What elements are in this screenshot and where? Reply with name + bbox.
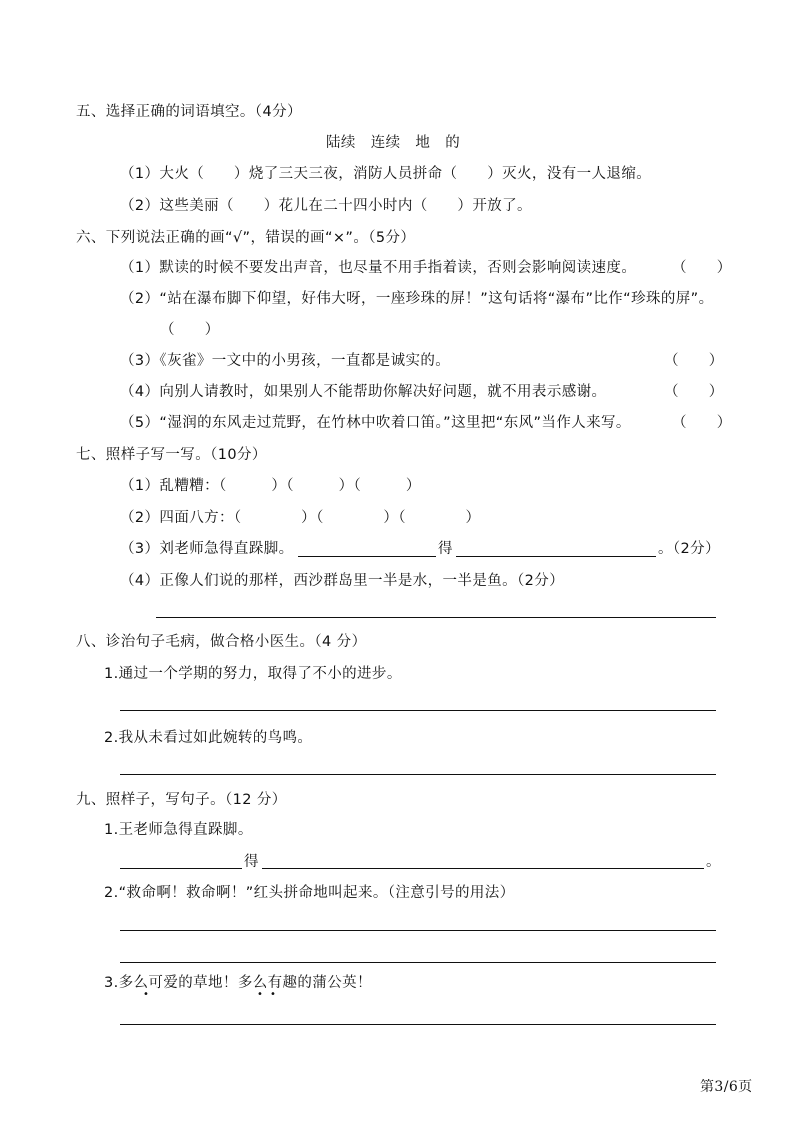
s9-q1-blank-1[interactable] xyxy=(120,868,242,869)
s7-q3-blank-1[interactable] xyxy=(298,556,436,557)
s7-question-4: （4）正像人们说的那样，西沙群岛里一半是水，一半是鱼。（2分） xyxy=(120,573,565,589)
page-number: 第3/6页 xyxy=(700,1079,753,1095)
s8-q1-answer-line[interactable] xyxy=(120,710,716,711)
section-5-title: 五、选择正确的词语填空。（4分） xyxy=(76,104,302,120)
section-9-title: 九、照样子，写句子。（12 分） xyxy=(76,792,287,808)
s5-question-2: （2）这些美丽（ ）花儿在二十四小时内（ ）开放了。 xyxy=(120,198,532,214)
emphasis-dot: • xyxy=(257,989,263,1000)
s9-q1-de: 得 xyxy=(244,854,259,870)
s9-q1-blank-2[interactable] xyxy=(262,868,704,869)
s7-question-1: （1）乱糟糟：（ ）（ ）（ ） xyxy=(120,478,421,494)
s7-q3-blank-2[interactable] xyxy=(456,556,656,557)
s9-q3-answer-line[interactable] xyxy=(120,1024,716,1025)
s6-answer-4: （ ） xyxy=(664,384,724,400)
s6-answer-5: （ ） xyxy=(672,415,732,431)
s9-q2-answer-line-1[interactable] xyxy=(120,930,716,931)
s5-question-1: （1）大火（ ）烧了三天三夜，消防人员拼命（ ）灭火，没有一人退缩。 xyxy=(120,166,652,182)
s9-q2-answer-line-2[interactable] xyxy=(120,962,716,963)
s6-answer-2: （ ） xyxy=(160,322,220,338)
s9-question-1: 1.王老师急得直跺脚。 xyxy=(104,822,253,838)
section-8-title: 八、诊治句子毛病，做合格小医生。（4 分） xyxy=(76,634,367,650)
s6-question-1: （1）默读的时候不要发出声音，也尽量不用手指着读，否则会影响阅读速度。 xyxy=(120,260,637,276)
word-bank: 陆续 连续 地 的 xyxy=(326,135,461,151)
emphasis-dot: • xyxy=(270,989,276,1000)
s8-q2-answer-line[interactable] xyxy=(120,774,716,775)
section-6-title: 六、下列说法正确的画“√”，错误的画“×”。（5分） xyxy=(76,230,416,246)
s8-question-2: 2.我从未看过如此婉转的鸟鸣。 xyxy=(104,730,313,746)
s7-question-2: （2）四面八方：（ ）（ ）（ ） xyxy=(120,510,481,526)
s6-question-3: （3）《灰雀》一文中的小男孩，一直都是诚实的。 xyxy=(120,353,451,369)
emphasis-dot: • xyxy=(143,989,149,1000)
section-7-title: 七、照样子写一写。（10分） xyxy=(76,447,267,463)
s9-question-3: 3.多么可爱的草地！多么有趣的蒲公英！ xyxy=(104,975,372,991)
s6-answer-3: （ ） xyxy=(664,353,724,369)
s6-question-5: （5）“湿润的东风走过荒野，在竹林中吹着口笛。”这里把“东风”当作人来写。 xyxy=(120,415,631,431)
s6-answer-1: （ ） xyxy=(672,260,732,276)
s7-q3-de: 得 xyxy=(438,541,453,557)
s8-question-1: 1.通过一个学期的努力，取得了不小的进步。 xyxy=(104,666,402,682)
s7-q4-answer-line[interactable] xyxy=(156,617,716,618)
s6-question-2: （2）“站在瀑布脚下仰望，好伟大呀，一座珍珠的屏！”这句话将“瀑布”比作“珍珠的屏”。 xyxy=(120,291,714,307)
s9-q1-end: 。 xyxy=(706,854,721,870)
s6-question-4: （4）向别人请教时，如果别人不能帮助你解决好问题，就不用表示感谢。 xyxy=(120,384,607,400)
s7-question-3: （3）刘老师急得直跺脚。 xyxy=(120,541,294,557)
s7-q3-score: 。（2分） xyxy=(658,541,720,557)
s9-question-2: 2.“救命啊！救命啊！”红头拼命地叫起来。（注意引号的用法） xyxy=(104,885,515,901)
